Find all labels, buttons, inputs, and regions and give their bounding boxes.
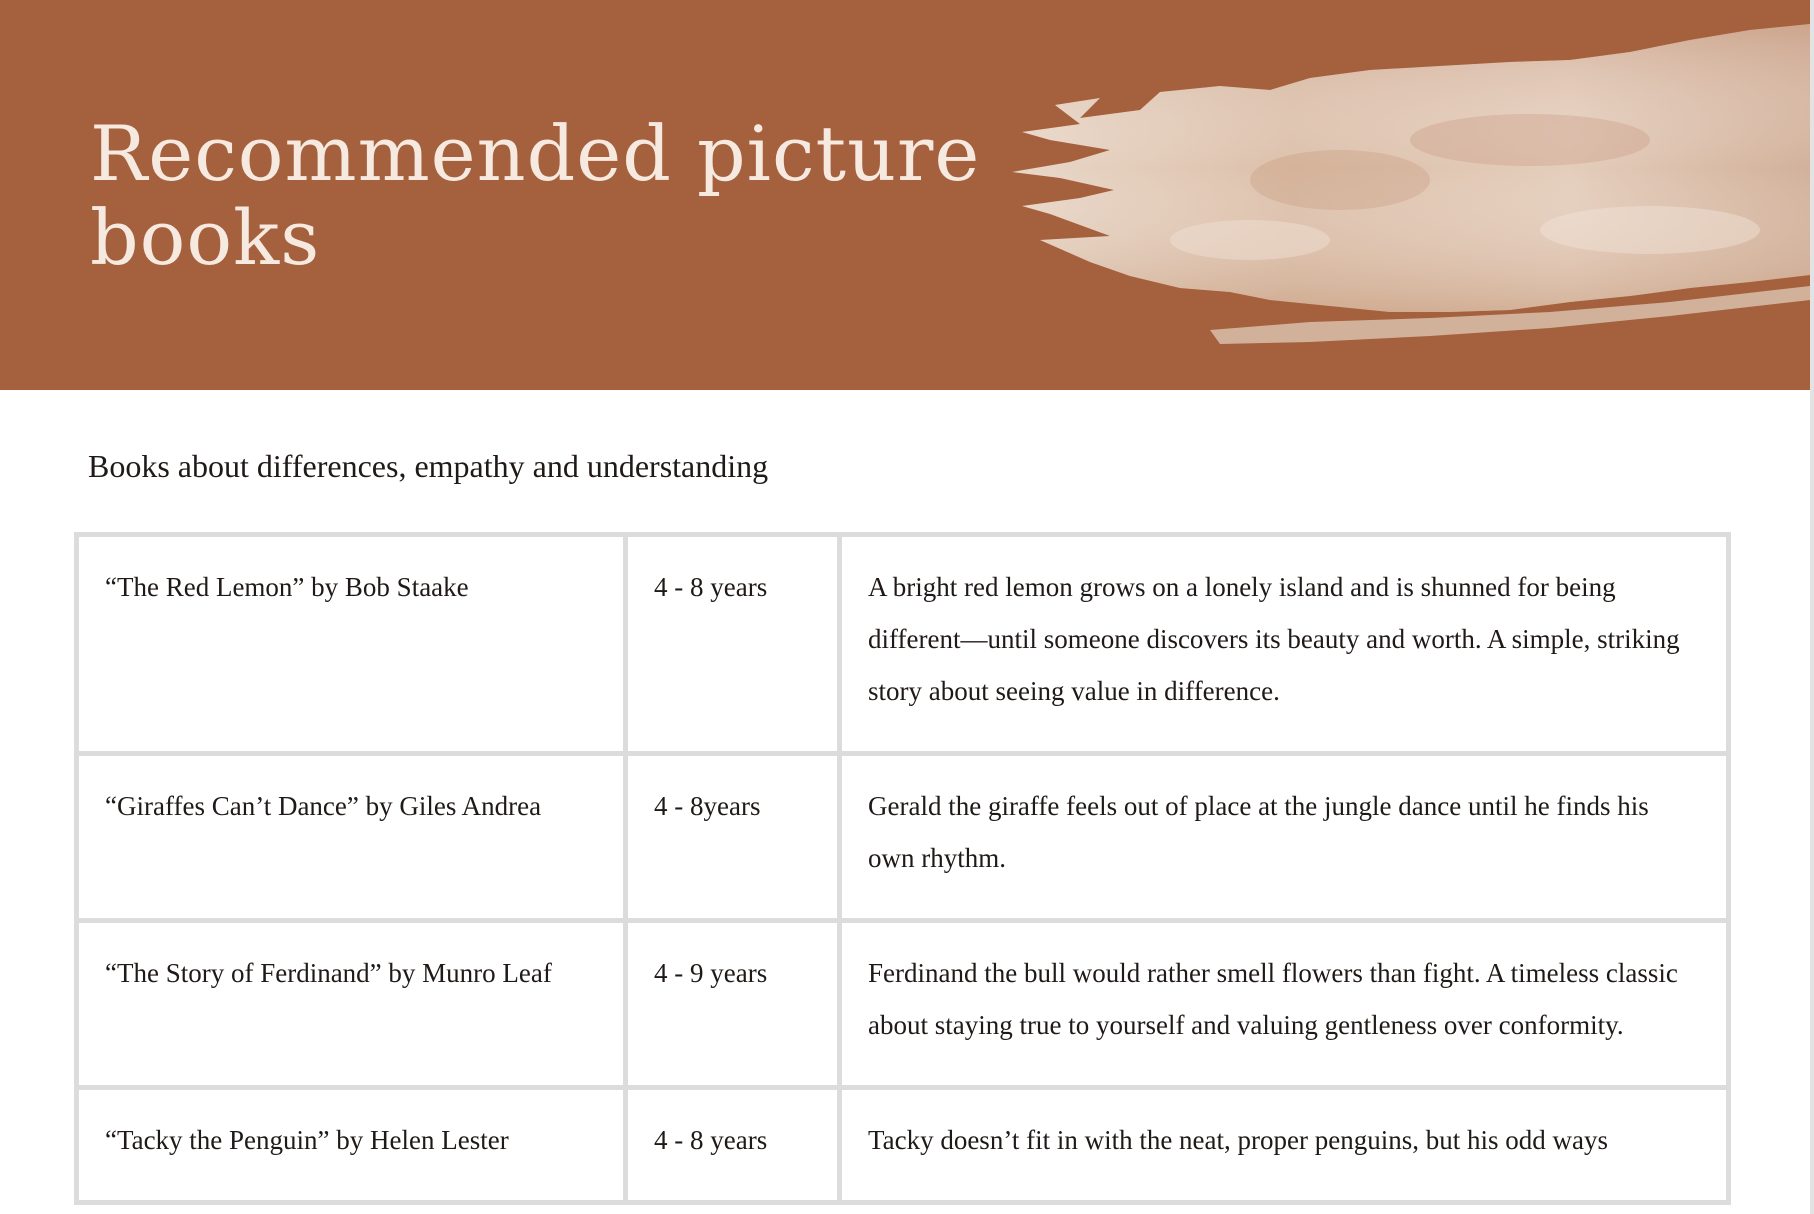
page-edge-divider: [1810, 0, 1814, 1214]
table-row: [77, 754, 1729, 921]
book-description-cell: Ferdinand the bull would rather smell flowers than fight. A timeless classic about staying true to yourself and valuing gentleness over conformity.: [840, 921, 1729, 1088]
book-age-cell: 4 - 8 years: [626, 535, 840, 754]
book-age-cell: 4 - 9 years: [626, 921, 840, 1088]
book-title-cell: “The Story of Ferdinand” by Munro Leaf: [77, 921, 626, 1088]
book-description-cell: A bright red lemon grows on a lonely island and is shunned for being different—until someone discovers its beauty and worth. A simple, striking story about seeing value in difference.: [840, 535, 1729, 754]
table-row: [77, 1088, 1729, 1203]
book-title-cell: “Giraffes Can’t Dance” by Giles Andrea: [77, 754, 626, 921]
book-title-cell: “The Red Lemon” by Bob Staake: [77, 535, 626, 754]
book-title-cell: “Tacky the Penguin” by Helen Lester: [77, 1088, 626, 1203]
book-description-cell: Gerald the giraffe feels out of place at the jungle dance until he finds his own rhythm.: [840, 754, 1729, 921]
section-subtitle: Books about differences, empathy and understanding: [88, 448, 769, 484]
watercolor-brush-stroke: [1010, 0, 1810, 390]
book-recommendations-table: [74, 532, 1731, 1205]
table-row: [77, 535, 1729, 754]
book-age-cell: 4 - 8 years: [626, 1088, 840, 1203]
page-title: Recommended picture books: [90, 109, 981, 282]
header-banner: [0, 0, 1810, 390]
book-age-cell: 4 - 8years: [626, 754, 840, 921]
book-description-cell: Tacky doesn’t fit in with the neat, proper penguins, but his odd ways: [840, 1088, 1729, 1203]
table-row: [77, 921, 1729, 1088]
